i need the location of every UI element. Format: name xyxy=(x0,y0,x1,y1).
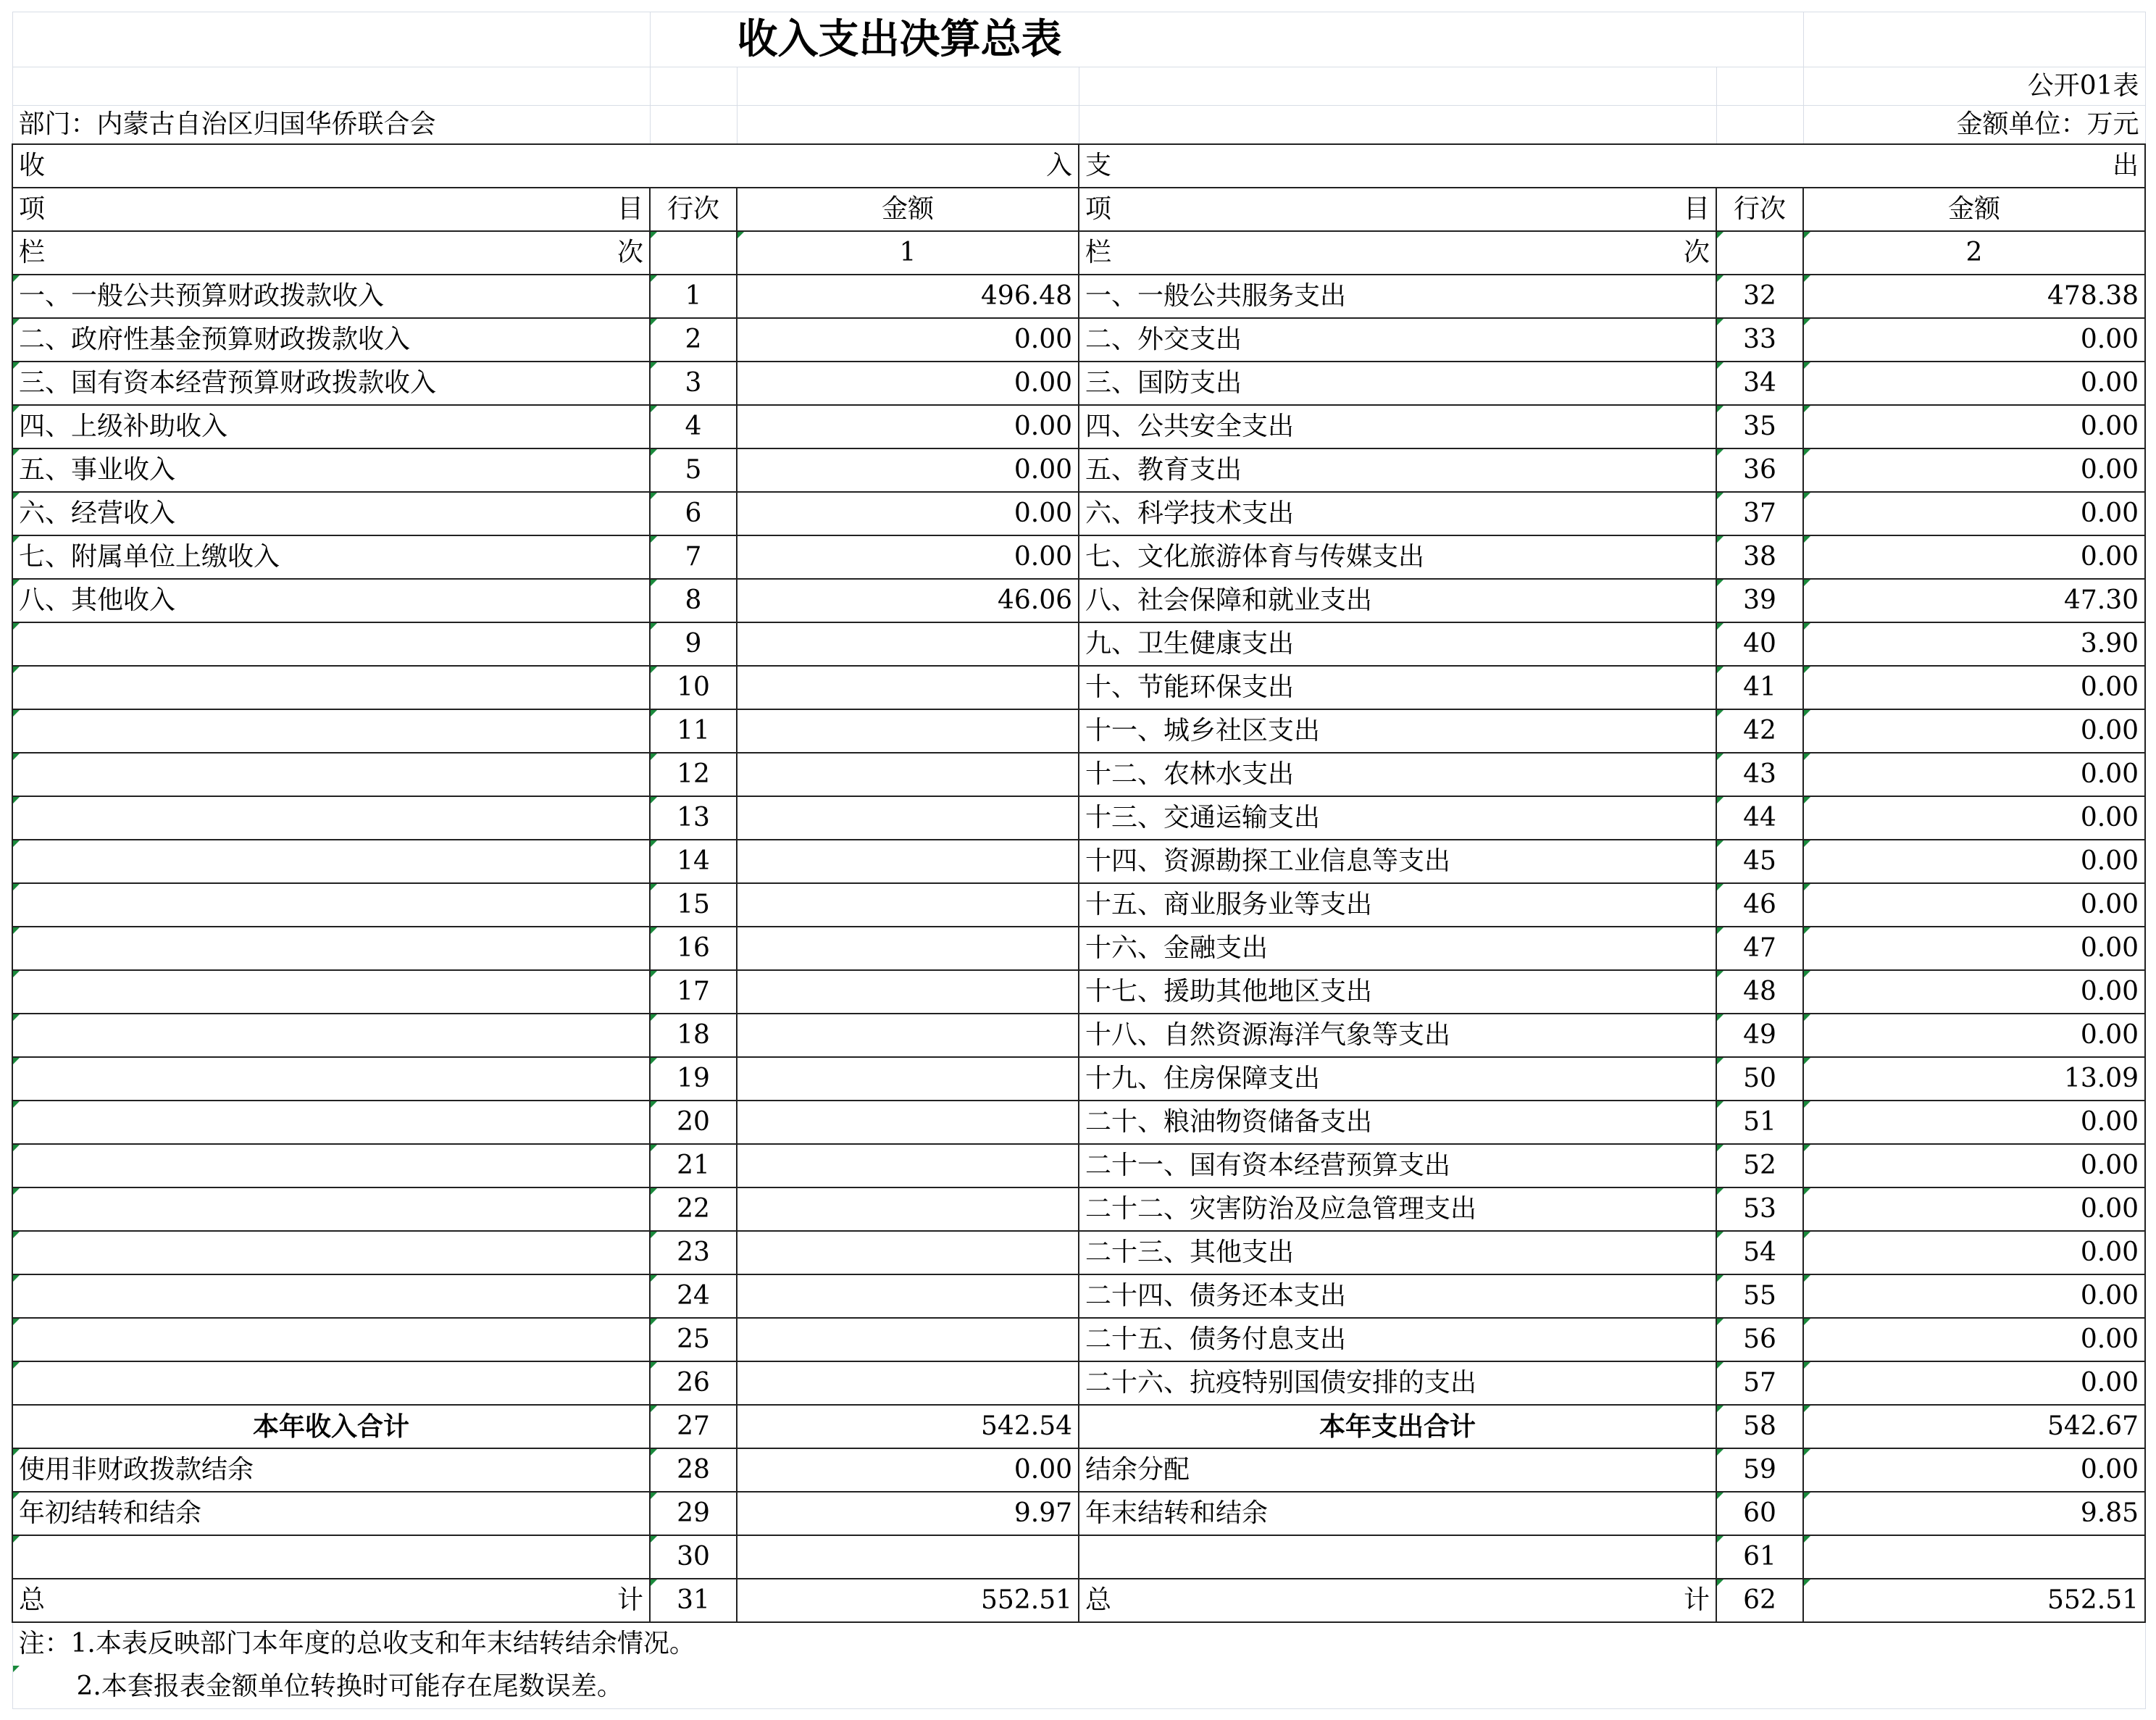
income-amount xyxy=(737,1057,1079,1101)
table-row xyxy=(12,1448,2145,1492)
expense-item: 四、公共安全支出 xyxy=(1079,405,1716,448)
expense-row-no: 34 xyxy=(1716,362,1803,405)
income-amount: 0.00 xyxy=(737,318,1079,362)
income-item xyxy=(12,883,650,927)
income-total-amount: 552.51 xyxy=(737,1579,1079,1622)
form-code: 公开01表 xyxy=(1803,67,2145,106)
expense-amount: 0.00 xyxy=(1803,405,2145,448)
department-label: 部门：内蒙古自治区归国华侨联合会 xyxy=(12,106,650,144)
income-row-no: 9 xyxy=(650,622,737,666)
unit-label: 金额单位：万元 xyxy=(1803,106,2145,144)
income-item xyxy=(12,1231,650,1274)
table-row xyxy=(12,796,2145,840)
expense-amount: 0.00 xyxy=(1803,1101,2145,1144)
income-amount: 496.48 xyxy=(737,275,1079,318)
income-amount xyxy=(737,840,1079,883)
income-amount xyxy=(737,796,1079,840)
expense-item: 二十一、国有资本经营预算支出 xyxy=(1079,1144,1716,1187)
table-row xyxy=(12,492,2145,535)
income-row-no: 28 xyxy=(650,1448,737,1492)
income-amount: 0.00 xyxy=(737,492,1079,535)
income-amount xyxy=(737,709,1079,753)
table-row xyxy=(12,1187,2145,1231)
income-item xyxy=(12,1057,650,1101)
income-row-no: 1 xyxy=(650,275,737,318)
expense-amount: 0.00 xyxy=(1803,840,2145,883)
expense-amount-header: 金额 xyxy=(1803,188,2145,231)
table-row xyxy=(12,405,2145,448)
title-text: 收入支出决算总表 xyxy=(737,15,1062,63)
expense-item-header: 项 目 xyxy=(1079,188,1716,231)
income-row-no-header: 行次 xyxy=(650,188,737,231)
income-section-header: 收 入 xyxy=(12,144,1079,188)
income-row-no: 22 xyxy=(650,1187,737,1231)
table-row xyxy=(12,753,2145,796)
income-item xyxy=(12,970,650,1014)
expense-item: 九、卫生健康支出 xyxy=(1079,622,1716,666)
income-amount xyxy=(737,622,1079,666)
income-amount: 0.00 xyxy=(737,448,1079,492)
income-row-no: 20 xyxy=(650,1101,737,1144)
income-amount: 542.54 xyxy=(737,1405,1079,1448)
income-item: 八、其他收入 xyxy=(12,579,650,622)
expense-item: 二十二、灾害防治及应急管理支出 xyxy=(1079,1187,1716,1231)
income-item: 五、事业收入 xyxy=(12,448,650,492)
expense-total-label: 总 计 xyxy=(1079,1579,1716,1622)
table-row xyxy=(12,1144,2145,1187)
income-row-no: 19 xyxy=(650,1057,737,1101)
income-row-no: 6 xyxy=(650,492,737,535)
expense-row-no: 42 xyxy=(1716,709,1803,753)
income-amount: 46.06 xyxy=(737,579,1079,622)
income-row-no: 21 xyxy=(650,1144,737,1187)
income-amount-index: 1 xyxy=(737,231,1079,275)
income-item-header: 项 目 xyxy=(12,188,650,231)
income-row-no: 12 xyxy=(650,753,737,796)
expense-amount: 0.00 xyxy=(1803,318,2145,362)
table-row xyxy=(12,840,2145,883)
income-row-no: 13 xyxy=(650,796,737,840)
table-row xyxy=(12,1535,2145,1579)
table-row xyxy=(12,535,2145,579)
income-amount: 0.00 xyxy=(737,1448,1079,1492)
table-row xyxy=(12,666,2145,709)
expense-amount: 0.00 xyxy=(1803,753,2145,796)
table-row xyxy=(12,1405,2145,1448)
expense-item: 本年支出合计 xyxy=(1079,1405,1716,1448)
income-item xyxy=(12,796,650,840)
expense-row-no-header: 行次 xyxy=(1716,188,1803,231)
expense-row-no: 58 xyxy=(1716,1405,1803,1448)
income-total-label: 总 计 xyxy=(12,1579,650,1622)
expense-column-index-header: 栏 次 xyxy=(1079,231,1716,275)
expense-amount: 0.00 xyxy=(1803,1231,2145,1274)
table-row xyxy=(12,318,2145,362)
income-item xyxy=(12,666,650,709)
expense-amount: 0.00 xyxy=(1803,1144,2145,1187)
table-row xyxy=(12,275,2145,318)
expense-total-amount: 552.51 xyxy=(1803,1579,2145,1622)
expense-item: 十四、资源勘探工业信息等支出 xyxy=(1079,840,1716,883)
expense-item: 结余分配 xyxy=(1079,1448,1716,1492)
table-row xyxy=(12,1361,2145,1405)
income-row-no: 3 xyxy=(650,362,737,405)
table-row xyxy=(12,579,2145,622)
income-item: 本年收入合计 xyxy=(12,1405,650,1448)
income-row-no: 4 xyxy=(650,405,737,448)
income-row-no: 2 xyxy=(650,318,737,362)
expense-amount: 0.00 xyxy=(1803,535,2145,579)
expense-item: 十七、援助其他地区支出 xyxy=(1079,970,1716,1014)
expense-item: 十五、商业服务业等支出 xyxy=(1079,883,1716,927)
expense-row-no: 45 xyxy=(1716,840,1803,883)
income-item xyxy=(12,840,650,883)
final-accounts-table xyxy=(12,12,2146,1709)
expense-total-row-no: 62 xyxy=(1716,1579,1803,1622)
income-item: 四、上级补助收入 xyxy=(12,405,650,448)
income-amount xyxy=(737,1231,1079,1274)
expense-section-header: 支 出 xyxy=(1079,144,2145,188)
expense-row-no: 48 xyxy=(1716,970,1803,1014)
income-row-no: 30 xyxy=(650,1535,737,1579)
expense-amount xyxy=(1803,1535,2145,1579)
income-amount xyxy=(737,1274,1079,1318)
expense-row-no: 61 xyxy=(1716,1535,1803,1579)
note-row xyxy=(12,1666,2145,1709)
income-amount xyxy=(737,753,1079,796)
income-amount: 0.00 xyxy=(737,362,1079,405)
income-item xyxy=(12,1535,650,1579)
expense-row-no: 38 xyxy=(1716,535,1803,579)
income-item xyxy=(12,1187,650,1231)
income-row-no: 29 xyxy=(650,1492,737,1535)
income-amount xyxy=(737,1101,1079,1144)
expense-row-no: 50 xyxy=(1716,1057,1803,1101)
table-row xyxy=(12,1014,2145,1057)
note-row xyxy=(12,1622,2145,1666)
income-amount xyxy=(737,883,1079,927)
income-amount xyxy=(737,1535,1079,1579)
expense-row-no: 46 xyxy=(1716,883,1803,927)
expense-amount: 0.00 xyxy=(1803,970,2145,1014)
income-row-no: 5 xyxy=(650,448,737,492)
expense-amount: 0.00 xyxy=(1803,1361,2145,1405)
expense-row-no: 55 xyxy=(1716,1274,1803,1318)
income-amount xyxy=(737,1014,1079,1057)
income-row-no: 7 xyxy=(650,535,737,579)
expense-item: 二、外交支出 xyxy=(1079,318,1716,362)
income-item xyxy=(12,1318,650,1361)
expense-row-no: 37 xyxy=(1716,492,1803,535)
expense-amount: 0.00 xyxy=(1803,1448,2145,1492)
expense-item: 二十五、债务付息支出 xyxy=(1079,1318,1716,1361)
expense-row-no: 56 xyxy=(1716,1318,1803,1361)
income-row-no: 11 xyxy=(650,709,737,753)
expense-row-no: 35 xyxy=(1716,405,1803,448)
income-item xyxy=(12,1361,650,1405)
table-row xyxy=(12,622,2145,666)
expense-row-no: 47 xyxy=(1716,927,1803,970)
expense-row-no: 32 xyxy=(1716,275,1803,318)
expense-amount: 47.30 xyxy=(1803,579,2145,622)
table-row xyxy=(12,883,2145,927)
expense-item: 六、科学技术支出 xyxy=(1079,492,1716,535)
expense-item xyxy=(1079,1535,1716,1579)
expense-row-no: 53 xyxy=(1716,1187,1803,1231)
expense-amount: 0.00 xyxy=(1803,362,2145,405)
table-row xyxy=(12,1101,2145,1144)
table-row xyxy=(12,1231,2145,1274)
expense-amount: 542.67 xyxy=(1803,1405,2145,1448)
expense-row-no: 59 xyxy=(1716,1448,1803,1492)
income-amount xyxy=(737,666,1079,709)
expense-item: 二十、粮油物资储备支出 xyxy=(1079,1101,1716,1144)
income-row-no: 10 xyxy=(650,666,737,709)
income-row-no: 15 xyxy=(650,883,737,927)
expense-amount: 0.00 xyxy=(1803,796,2145,840)
expense-row-no: 54 xyxy=(1716,1231,1803,1274)
expense-row-no: 43 xyxy=(1716,753,1803,796)
income-item xyxy=(12,927,650,970)
income-item xyxy=(12,1144,650,1187)
income-item: 三、国有资本经营预算财政拨款收入 xyxy=(12,362,650,405)
expense-amount: 0.00 xyxy=(1803,448,2145,492)
income-row-no: 24 xyxy=(650,1274,737,1318)
table-row xyxy=(12,1492,2145,1535)
expense-item: 二十六、抗疫特别国债安排的支出 xyxy=(1079,1361,1716,1405)
income-total-row-no: 31 xyxy=(650,1579,737,1622)
table-row xyxy=(12,448,2145,492)
expense-row-no: 39 xyxy=(1716,579,1803,622)
income-column-index-header: 栏 次 xyxy=(12,231,650,275)
expense-row-no: 36 xyxy=(1716,448,1803,492)
income-amount: 0.00 xyxy=(737,535,1079,579)
income-amount: 9.97 xyxy=(737,1492,1079,1535)
expense-item: 十、节能环保支出 xyxy=(1079,666,1716,709)
expense-item: 五、教育支出 xyxy=(1079,448,1716,492)
expense-row-no: 57 xyxy=(1716,1361,1803,1405)
expense-row-no: 52 xyxy=(1716,1144,1803,1187)
income-amount xyxy=(737,1361,1079,1405)
expense-item: 十一、城乡社区支出 xyxy=(1079,709,1716,753)
expense-row-no-index xyxy=(1716,231,1803,275)
expense-row-no: 33 xyxy=(1716,318,1803,362)
expense-item: 十三、交通运输支出 xyxy=(1079,796,1716,840)
expense-item: 十六、金融支出 xyxy=(1079,927,1716,970)
expense-row-no: 51 xyxy=(1716,1101,1803,1144)
expense-amount: 0.00 xyxy=(1803,927,2145,970)
expense-amount: 0.00 xyxy=(1803,1187,2145,1231)
expense-amount: 3.90 xyxy=(1803,622,2145,666)
table-row xyxy=(12,709,2145,753)
expense-item: 十八、自然资源海洋气象等支出 xyxy=(1079,1014,1716,1057)
income-row-no: 16 xyxy=(650,927,737,970)
expense-row-no: 41 xyxy=(1716,666,1803,709)
income-amount xyxy=(737,927,1079,970)
income-item: 六、经营收入 xyxy=(12,492,650,535)
table-row xyxy=(12,1274,2145,1318)
table-row xyxy=(12,362,2145,405)
income-item xyxy=(12,1274,650,1318)
expense-amount: 13.09 xyxy=(1803,1057,2145,1101)
expense-row-no: 60 xyxy=(1716,1492,1803,1535)
expense-row-no: 49 xyxy=(1716,1014,1803,1057)
expense-item: 十二、农林水支出 xyxy=(1079,753,1716,796)
expense-row-no: 40 xyxy=(1716,622,1803,666)
expense-item: 三、国防支出 xyxy=(1079,362,1716,405)
expense-item: 二十三、其他支出 xyxy=(1079,1231,1716,1274)
expense-row-no: 44 xyxy=(1716,796,1803,840)
income-item xyxy=(12,1014,650,1057)
expense-amount: 0.00 xyxy=(1803,666,2145,709)
income-item xyxy=(12,709,650,753)
expense-amount: 478.38 xyxy=(1803,275,2145,318)
total-row xyxy=(12,1579,2145,1622)
income-item: 使用非财政拨款结余 xyxy=(12,1448,650,1492)
income-item: 一、一般公共预算财政拨款收入 xyxy=(12,275,650,318)
table-row xyxy=(12,927,2145,970)
income-row-no: 14 xyxy=(650,840,737,883)
table-row xyxy=(12,1318,2145,1361)
income-item xyxy=(12,753,650,796)
income-amount xyxy=(737,1318,1079,1361)
income-amount xyxy=(737,970,1079,1014)
expense-amount: 0.00 xyxy=(1803,1014,2145,1057)
income-row-no: 17 xyxy=(650,970,737,1014)
note-text: 注：1.本表反映部门本年度的总收支和年末结转结余情况。 xyxy=(12,1622,2145,1666)
income-row-no: 25 xyxy=(650,1318,737,1361)
income-row-no: 23 xyxy=(650,1231,737,1274)
income-row-no: 8 xyxy=(650,579,737,622)
income-row-no: 18 xyxy=(650,1014,737,1057)
income-row-no: 27 xyxy=(650,1405,737,1448)
expense-amount: 0.00 xyxy=(1803,492,2145,535)
income-item xyxy=(12,1101,650,1144)
income-amount: 0.00 xyxy=(737,405,1079,448)
income-item: 年初结转和结余 xyxy=(12,1492,650,1535)
expense-item: 二十四、债务还本支出 xyxy=(1079,1274,1716,1318)
income-amount xyxy=(737,1187,1079,1231)
expense-amount-index: 2 xyxy=(1803,231,2145,275)
income-item xyxy=(12,622,650,666)
expense-amount: 9.85 xyxy=(1803,1492,2145,1535)
income-amount-header: 金额 xyxy=(737,188,1079,231)
expense-item: 八、社会保障和就业支出 xyxy=(1079,579,1716,622)
note-text: 2.本套报表金额单位转换时可能存在尾数误差。 xyxy=(12,1666,2145,1709)
expense-item: 七、文化旅游体育与传媒支出 xyxy=(1079,535,1716,579)
expense-amount: 0.00 xyxy=(1803,709,2145,753)
income-amount xyxy=(737,1144,1079,1187)
income-item: 二、政府性基金预算财政拨款收入 xyxy=(12,318,650,362)
expense-amount: 0.00 xyxy=(1803,1318,2145,1361)
table-row xyxy=(12,1057,2145,1101)
expense-amount: 0.00 xyxy=(1803,1274,2145,1318)
expense-item: 年末结转和结余 xyxy=(1079,1492,1716,1535)
expense-item: 一、一般公共服务支出 xyxy=(1079,275,1716,318)
income-row-no: 26 xyxy=(650,1361,737,1405)
expense-amount: 0.00 xyxy=(1803,883,2145,927)
income-row-no-index xyxy=(650,231,737,275)
expense-item: 十九、住房保障支出 xyxy=(1079,1057,1716,1101)
income-item: 七、附属单位上缴收入 xyxy=(12,535,650,579)
table-row xyxy=(12,970,2145,1014)
page-title xyxy=(650,12,1803,67)
